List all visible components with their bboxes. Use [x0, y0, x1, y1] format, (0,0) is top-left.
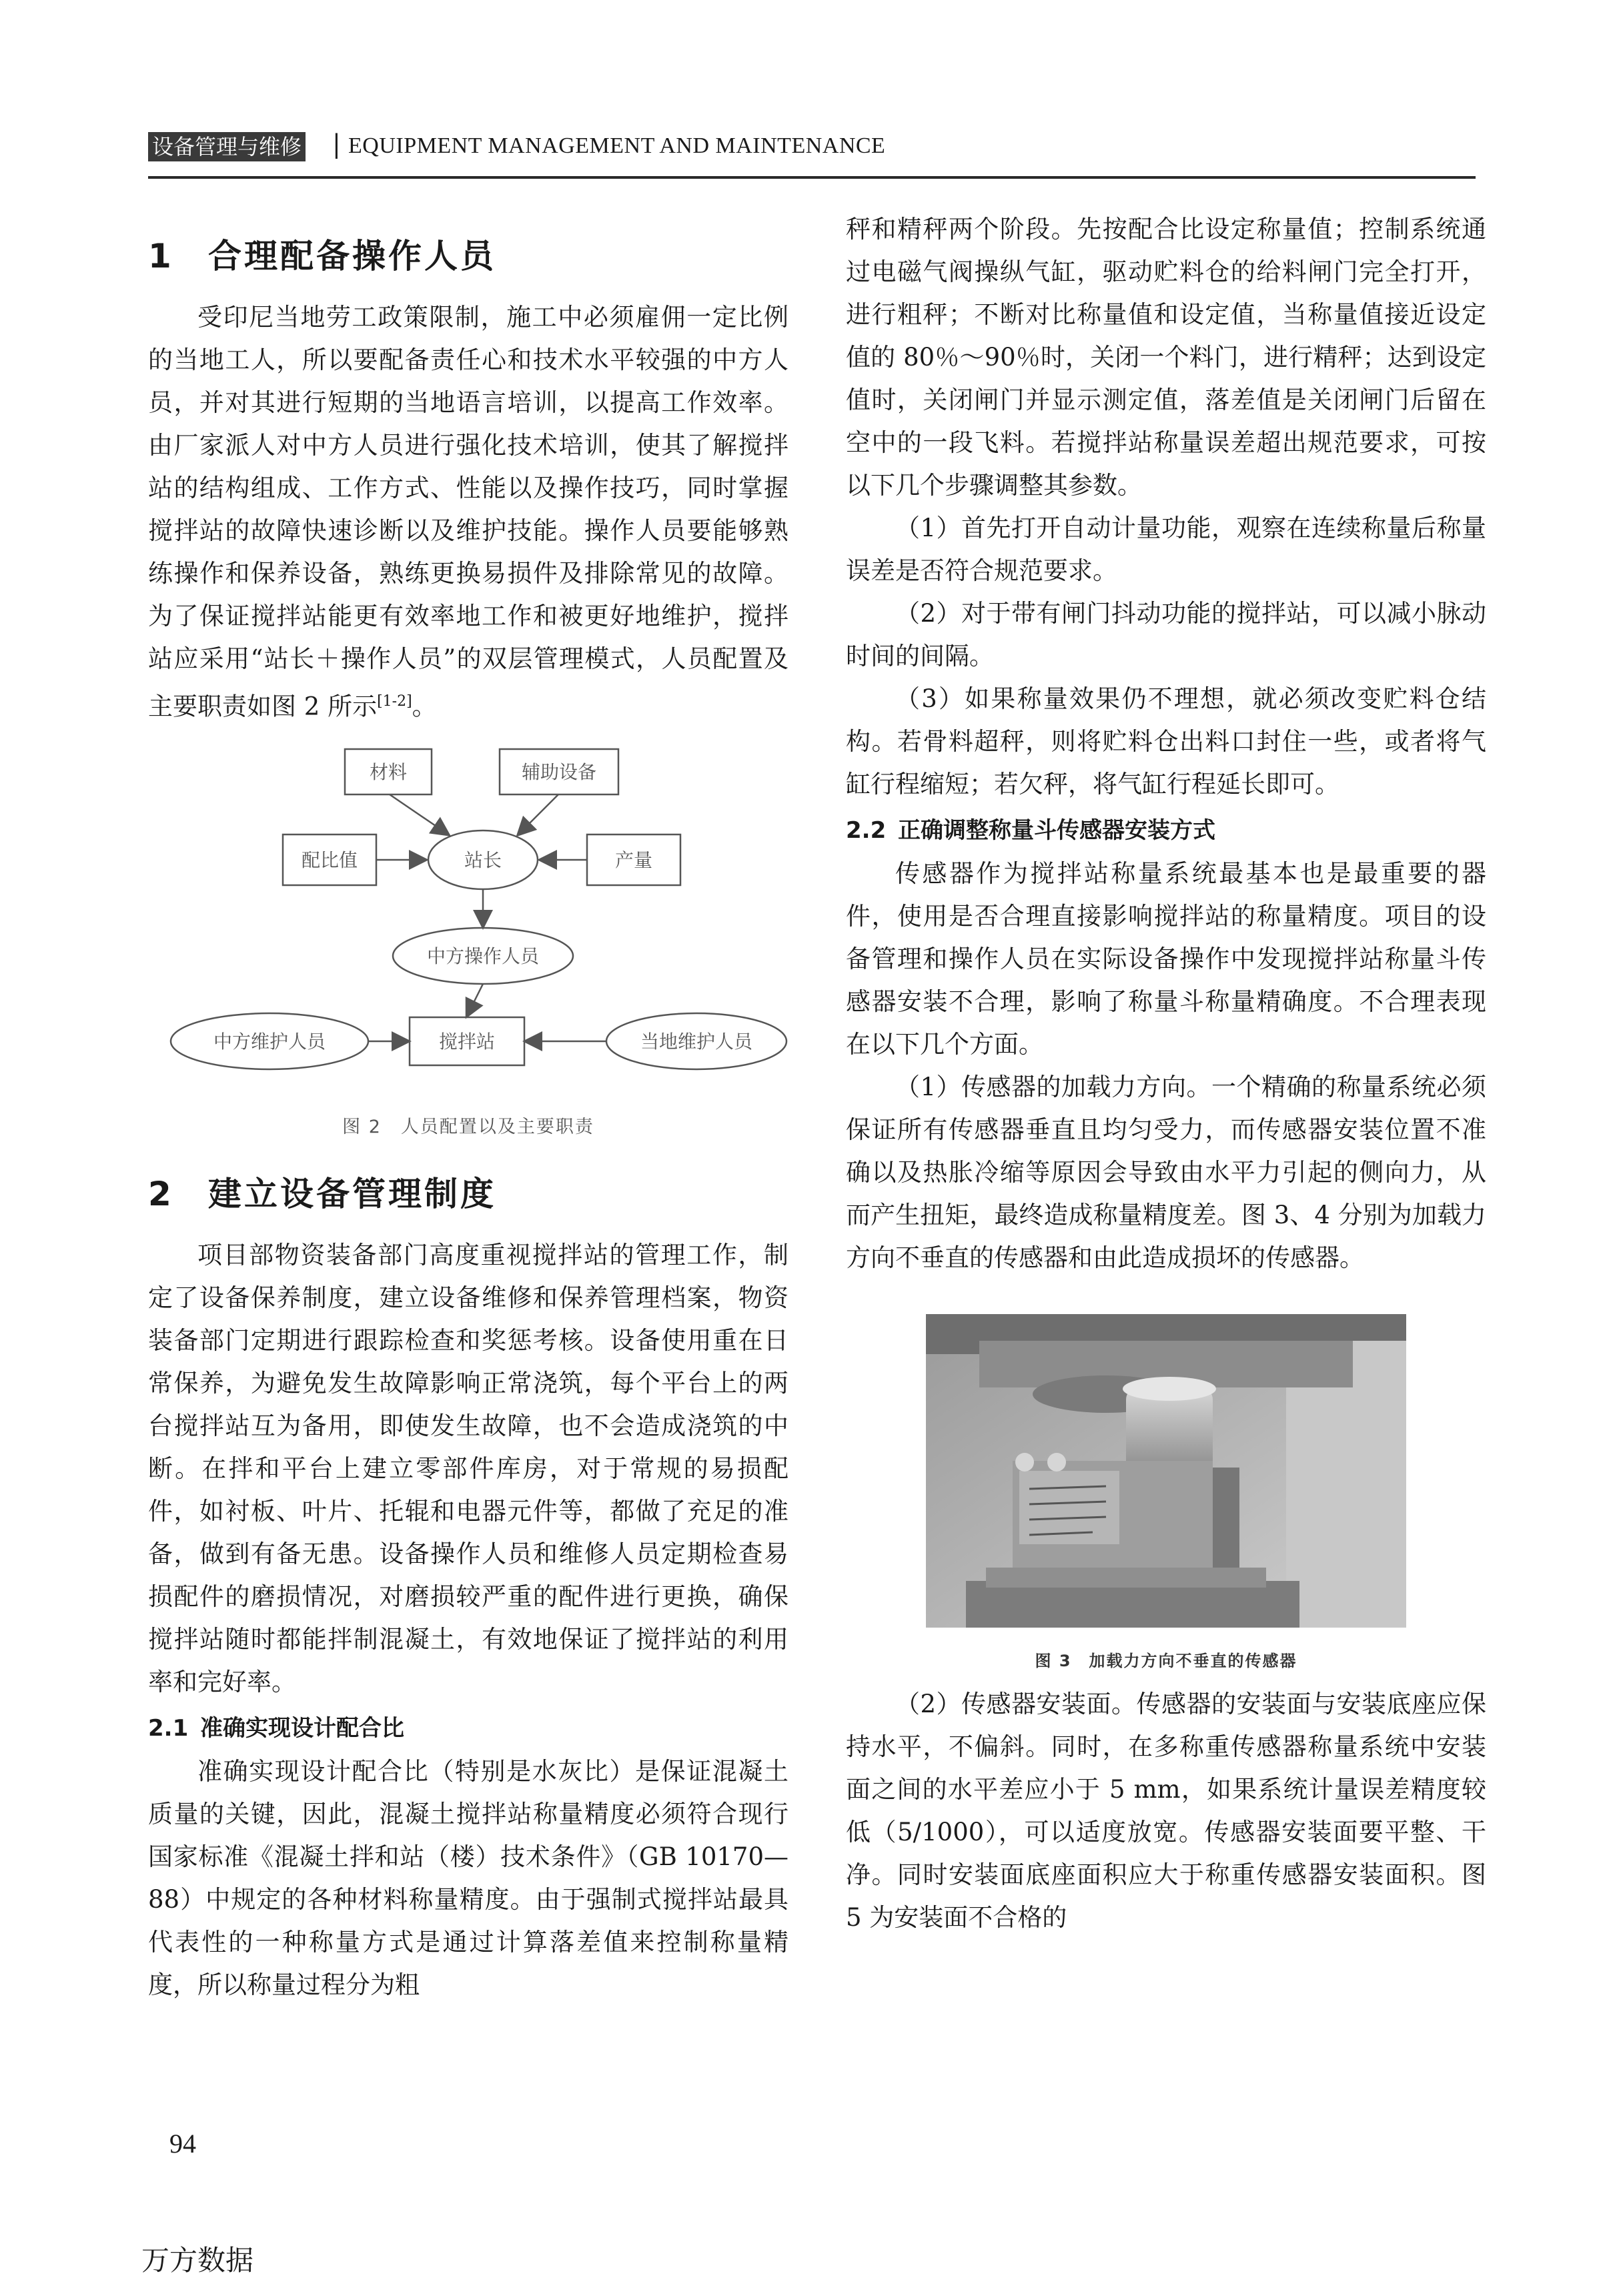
subsection-title: 正确调整称量斗传感器安装方式: [898, 817, 1215, 844]
step-2-paragraph: （2）对于带有闸门抖动功能的搅拌站，可以减小脉动时间的间隔。: [846, 599, 1486, 670]
section-2-2-paragraph-2: （1）传感器的加载力方向。一个精确的称量系统必须保证所有传感器垂直且均匀受力，而传感器安装位置不准确以及热胀冷缩等原因会导致由水平力引起的侧向力，从而产生扭矩，最终造成称量精度差。图 3、4 分别为加载力方向不垂直的传感器和由此造成损坏的传感器。: [846, 1073, 1486, 1272]
section-2-heading: [148, 1167, 788, 1215]
section-2-1-heading: [148, 1709, 788, 1748]
step-1-paragraph: （1）首先打开自动计量功能，观察在连续称量后称量误差是否符合规范要求。: [846, 514, 1486, 585]
node-cn-maintenance-label: 中方维护人员: [213, 1031, 326, 1053]
node-local-maintenance-label: 当地维护人员: [640, 1031, 753, 1053]
figure-3-photo: [926, 1314, 1406, 1628]
figure-2-caption: 图 2 人员配置以及主要职责: [342, 1117, 594, 1138]
section-2-2-paragraph-1: 传感器作为搅拌站称量系统最基本也是最重要的器件，使用是否合理直接影响搅拌站的称量精度。项目的设备管理和操作人员在实际设备操作中发现搅拌站称量斗传感器安装不合理，影响了称量斗称量精确度。不合理表现在以下几个方面。: [846, 859, 1486, 1059]
header-rule: [148, 176, 1476, 179]
subsection-title: 准确实现设计配合比: [200, 1715, 404, 1742]
node-output-label: 产量: [614, 849, 653, 872]
journal-section-tag: 设备管理与维修: [148, 132, 306, 161]
section-1-heading: [148, 229, 788, 277]
figure-3-caption: 图 3 加载力方向不垂直的传感器: [1035, 1652, 1297, 1670]
header-separator: |: [332, 129, 341, 159]
database-watermark: 万方数据: [141, 2244, 254, 2277]
section-1-paragraph: 受印尼当地劳工政策限制，施工中必须雇佣一定比例的当地工人，所以要配备责任心和技术水平较强的中方人员，并对其进行短期的当地语言培训，以提高工作效率。由厂家派人对中方人员进行强化技术培训，使其了解搅拌站的结构组成、工作方式、性能以及操作技巧，同时掌握搅拌站的故障快速诊断以及维护技能。操作人员要能够熟练操作和保养设备，熟练更换易损件及排除常见的故障。为了保证搅拌站能更有效率地工作和被更好地维护，搅拌站应采用“站长＋操作人员”的双层管理模式，人员配置及主要职责如图 2 所示[1-2]。: [148, 303, 788, 721]
section-2-1-paragraph: 准确实现设计配合比（特别是水灰比）是保证混凝土质量的关键，因此，混凝土搅拌站称量精度必须符合现行国家标准《混凝土拌和站（楼）技术条件》（GB 10170—88）中规定的各种材料称量精度。由于强制式搅拌站最具代表性的一种称量方式是通过计算落差值来控制称量精度，所以称量过程分为粗: [148, 1757, 788, 2000]
left-column: [148, 200, 788, 2006]
node-mix-ratio-label: 配比值: [301, 849, 358, 872]
section-2-paragraph: 项目部物资装备部门高度重视搅拌站的管理工作，制定了设备保养制度，建立设备维修和保养管理档案，物资装备部门定期进行跟踪检查和奖惩考核。设备使用重在日常保养，为避免发生故障影响正常浇筑，每个平台上的两台搅拌站互为备用，即使发生故障，也不会造成浇筑的中断。在拌和平台上建立零部件库房，对于常规的易损配件，如衬板、叶片、托辊和电器元件等，都做了充足的准备，做到有备无患。设备操作人员和维修人员定期检查易损配件的磨损情况，对磨损较严重的配件进行更换，确保搅拌站随时都能拌制混凝土，有效地保证了搅拌站的利用率和完好率。: [148, 1241, 788, 1697]
running-header: [148, 127, 1476, 167]
node-mixing-station-label: 搅拌站: [438, 1031, 496, 1053]
step-3-paragraph: （3）如果称量效果仍不理想，就必须改变贮料仓结构。若骨料超秤，则将贮料仓出料口封住一些，或者将气缸行程缩短；若欠秤，将气缸行程延长即可。: [846, 684, 1486, 798]
journal-section-title-en: EQUIPMENT MANAGEMENT AND MAINTENANCE: [348, 133, 886, 158]
node-cn-operators-label: 中方操作人员: [426, 945, 540, 968]
right-column: [846, 208, 1486, 1939]
subsection-number: 2.1: [148, 1715, 189, 1742]
section-2-2-heading: [846, 811, 1486, 850]
node-aux-equipment-label: 辅助设备: [521, 761, 597, 784]
subsection-number: 2.2: [846, 817, 887, 844]
section-number: 1: [148, 237, 174, 275]
section-2-2-paragraph-3: （2）传感器安装面。传感器的安装面与安装底座应保持水平，不偏斜。同时，在多称重传感器称量系统中安装面之间的水平差应小于 5 mm，如果系统计量误差精度较低（5/1000），可以适度放宽。传感器安装面要平整、干净。同时安装面底座面积应大于称重传感器安装面积。图 5 为安装面不合格的: [846, 1690, 1486, 1932]
section-title: 建立设备管理制度: [208, 1175, 496, 1214]
node-station-chief-label: 站长: [464, 849, 502, 872]
page-number: 94: [169, 2129, 196, 2159]
figure-2-diagram: [148, 734, 788, 1108]
node-materials-label: 材料: [369, 761, 408, 784]
citation: [1-2]: [377, 693, 412, 710]
section-title: 合理配备操作人员: [208, 237, 496, 275]
section-2-1-paragraph-continued: 秤和精秤两个阶段。先按配合比设定称量值；控制系统通过电磁气阀操纵气缸，驱动贮料仓的给料闸门完全打开，进行粗秤；不断对比称量值和设定值，当称量值接近设定值的 80％～90％时，关闭一个料门，进行精秤；达到设定值时，关闭闸门并显示测定值，落差值是关闭闸门后留在空中的一段飞料。若搅拌站称量误差超出规范要求，可按以下几个步骤调整其参数。: [846, 215, 1486, 500]
section-number: 2: [148, 1175, 174, 1214]
